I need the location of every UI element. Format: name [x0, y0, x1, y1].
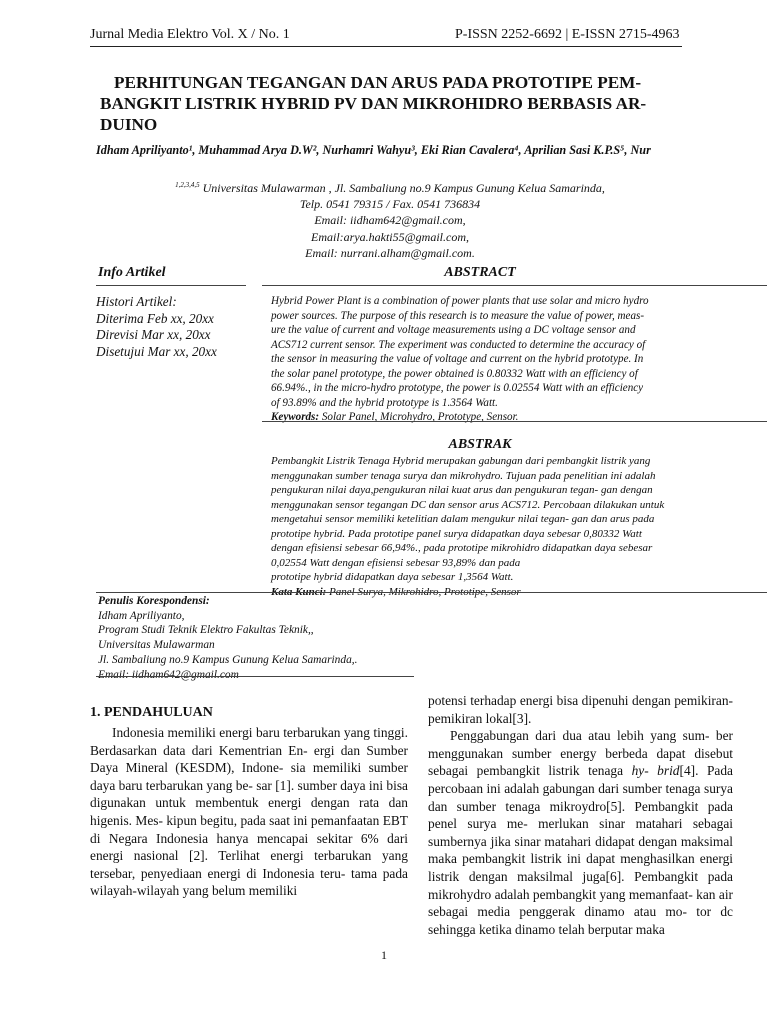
abstract-line: the solar panel prototype, the power obtained is 0.80332 Watt with an efficiency of: [271, 367, 638, 380]
correspondence-line: Universitas Mulawarman: [98, 639, 215, 652]
abstrak-line: mengetahui sensor memiliki ketelitian dalam mengukur nilai tegan- gan dan arus pada: [271, 513, 655, 525]
hybrid-term: hy- brid: [631, 763, 680, 779]
header-divider: [90, 46, 682, 47]
article-history: [96, 294, 217, 360]
abstrak-body: [271, 454, 740, 599]
kata-kunci-value: Panel Surya, Mikrohidro, Prototipe, Sensor: [326, 585, 521, 598]
abstract-line: ACS712 current sensor. The experiment was conducted to determine the accuracy of: [271, 338, 646, 351]
corr-divider: [96, 592, 767, 593]
title-line: DUINO: [100, 115, 158, 134]
abstrak-line: menggunakan sensor tegangan DC dan sensor arus ACS712. Percobaan dilakukan untuk: [271, 498, 665, 511]
keywords-value: Solar Panel, Microhydro, Prototype, Sensor.: [319, 411, 519, 423]
affiliation-markers: 1,2,3,4,5: [175, 181, 200, 189]
abstract-body: [271, 294, 711, 425]
right-column: [428, 692, 733, 938]
correspondence-block: [98, 594, 357, 682]
affiliation-address: Universitas Mulawarman , Jl. Sambaliung no.9 Kampus Gunung Kelua Samarinda,: [202, 181, 605, 195]
abstract-line: of 93.89% and the hybrid prototype is 1.3564 Watt.: [271, 396, 498, 409]
affiliation-block: [150, 177, 630, 261]
abstract-divider: [262, 285, 767, 286]
abstract-end-divider: [262, 421, 767, 422]
abstract-heading: ABSTRACT: [444, 265, 516, 280]
hybrid-text-b: [4]. Pada percobaan ini adalah gabungan dari sumber tenaga surya dan sumber tenaga mikroydro[5]. Pembangkit pada penel surya me- merlukan sinar matahari sebagai sumbernya jika sinar matahari didapat dengan maksimal maka pembangkit listrik ini dapat menghasilkan energi listrik dengan maksilmal juga[6]. Pembangkit pada mikrohydro adalah pembangkit yang memanfaat- kan air sebagai media penggerak dinamo atau mo- tor dc sehingga ketika dinamo telah berputar maka: [428, 763, 733, 937]
abstrak-line: prototipe hybrid. Pada prototipe panel surya didapatkan daya sebesar 0,80332 Watt: [271, 527, 642, 540]
author-list: Idham Apriliyanto¹, Muhammad Arya D.W², Nurhamri Wahyu³, Eki Rian Cavalera⁴, Aprilian Sasi K.P.S⁵, Nur: [96, 143, 651, 157]
abstract-line: power sources. The purpose of this research is to measure the value of power, meas-: [271, 309, 645, 322]
abstrak-line: prototipe hybrid didapatkan daya sebesar 1,3564 Watt.: [271, 571, 514, 583]
info-divider: [96, 285, 246, 286]
abstrak-line: 0,02554 Watt dengan efisiensi sebesar 93,89% dan pada: [271, 556, 521, 569]
abstract-line: Hybrid Power Plant is a combination of power plants that use solar and micro hydro: [271, 295, 649, 307]
history-received: Diterima Feb xx, 20xx: [96, 310, 214, 326]
abstrak-line: menggunakan sumber tenaga surya dan mikrohydro. Tujuan pada penelitian ini adalah: [271, 469, 656, 482]
left-column: [90, 724, 408, 900]
correspondence-line: Program Studi Teknik Elektro Fakultas Teknik,,: [98, 624, 314, 637]
section-heading: 1. PENDAHULUAN: [90, 705, 213, 720]
affiliation-email: Email: iidham642@gmail.com,: [314, 213, 466, 228]
affiliation-email: Email:arya.hakti55@gmail.com,: [310, 229, 469, 244]
history-label: Histori Artikel:: [96, 294, 177, 309]
title-line: BANGKIT LISTRIK HYBRID PV DAN MIKROHIDRO BERBASIS AR-: [100, 94, 647, 113]
info-heading: Info Artikel: [98, 265, 166, 280]
keywords-label: Keywords:: [271, 411, 320, 423]
kata-kunci-label: Kata Kunci:: [271, 585, 327, 598]
abstrak-line: pengukuran nilai daya,pengukuran nilai kuat arus dan pengukuran tegan- gan dengan: [271, 484, 653, 496]
issn-info: P-ISSN 2252-6692 | E-ISSN 2715-4963: [455, 27, 680, 42]
page-number: 1: [381, 948, 387, 962]
title-line: PERHITUNGAN TEGANGAN DAN ARUS PADA PROTOTIPE PEM-: [114, 73, 642, 92]
intro-paragraph: Indonesia memiliki energi baru terbarukan yang tinggi. Berdasarkan data dari Kementrian En- ergi dan Sumber Daya Mineral (KESDM), Indone- sia memiliki sumber daya baru terbarukan yang be- sar [1]. sumber daya ini bisa digunakan untuk membentuk energi dengan rata dan higenis. Mes- kipun begitu, pada saat ini pemanfaatan EBT di Negara Indonesia hanya mencapai sekitar 6% dari energi nasional [2]. Terlihat energi terbarukan yang tersebar, penyediaan energi di Indonesia teru- tama pada wilayah-wilayah yang belum memiliki: [90, 725, 408, 899]
hybrid-paragraph: [428, 727, 733, 938]
history-accepted: Disetujui Mar xx, 20xx: [96, 343, 217, 359]
correspondence-line: Email: iidham642@gmail.com: [98, 668, 239, 681]
hybrid-text-a: Penggabungan dari dua atau lebih yang sum- ber menggunakan sumber energy berbeda dapat disebut sebagai pembangkit listrik tenaga: [428, 728, 733, 779]
abstrak-line: dengan efisiensi sebesar 66,94%., pada prototipe mikrohidro didapatkan daya sebesar: [271, 542, 653, 554]
abstrak-heading: ABSTRAK: [448, 437, 512, 452]
affiliation-line: [150, 177, 630, 196]
history-revised: Direvisi Mar xx, 20xx: [96, 327, 211, 342]
abstract-line: ure the value of current and voltage measurements using a DC voltage sensor and: [271, 324, 636, 336]
affiliation-phone: Telp. 0541 79315 / Fax. 0541 736834: [299, 197, 481, 212]
corr-end-divider: [96, 676, 414, 677]
paper-title: [100, 72, 690, 135]
abstract-keywords: [271, 410, 711, 425]
journal-name: Jurnal Media Elektro Vol. X / No. 1: [90, 27, 290, 42]
abstrak-line: Pembangkit Listrik Tenaga Hybrid merupakan gabungan dari pembangkit listrik yang: [271, 455, 651, 467]
abstract-line: 66.94%., in the micro-hydro prototype, the power is 0.02554 Watt with an efficiency: [271, 382, 644, 394]
correspondence-line: Idham Apriliyanto,: [98, 609, 185, 622]
correspondence-label: Penulis Korespondensi:: [98, 595, 210, 607]
correspondence-line: Jl. Sambaliung no.9 Kampus Gunung Kelua Samarinda,.: [98, 653, 358, 666]
intro-paragraph-cont: potensi terhadap energi bisa dipenuhi dengan pemikiran-pemikiran lokal[3].: [428, 693, 733, 726]
abstract-line: the sensor in measuring the value of voltage and current on the hybrid prototype. In: [271, 353, 644, 365]
affiliation-email: Email: nurrani.alham@gmail.com.: [305, 245, 475, 260]
